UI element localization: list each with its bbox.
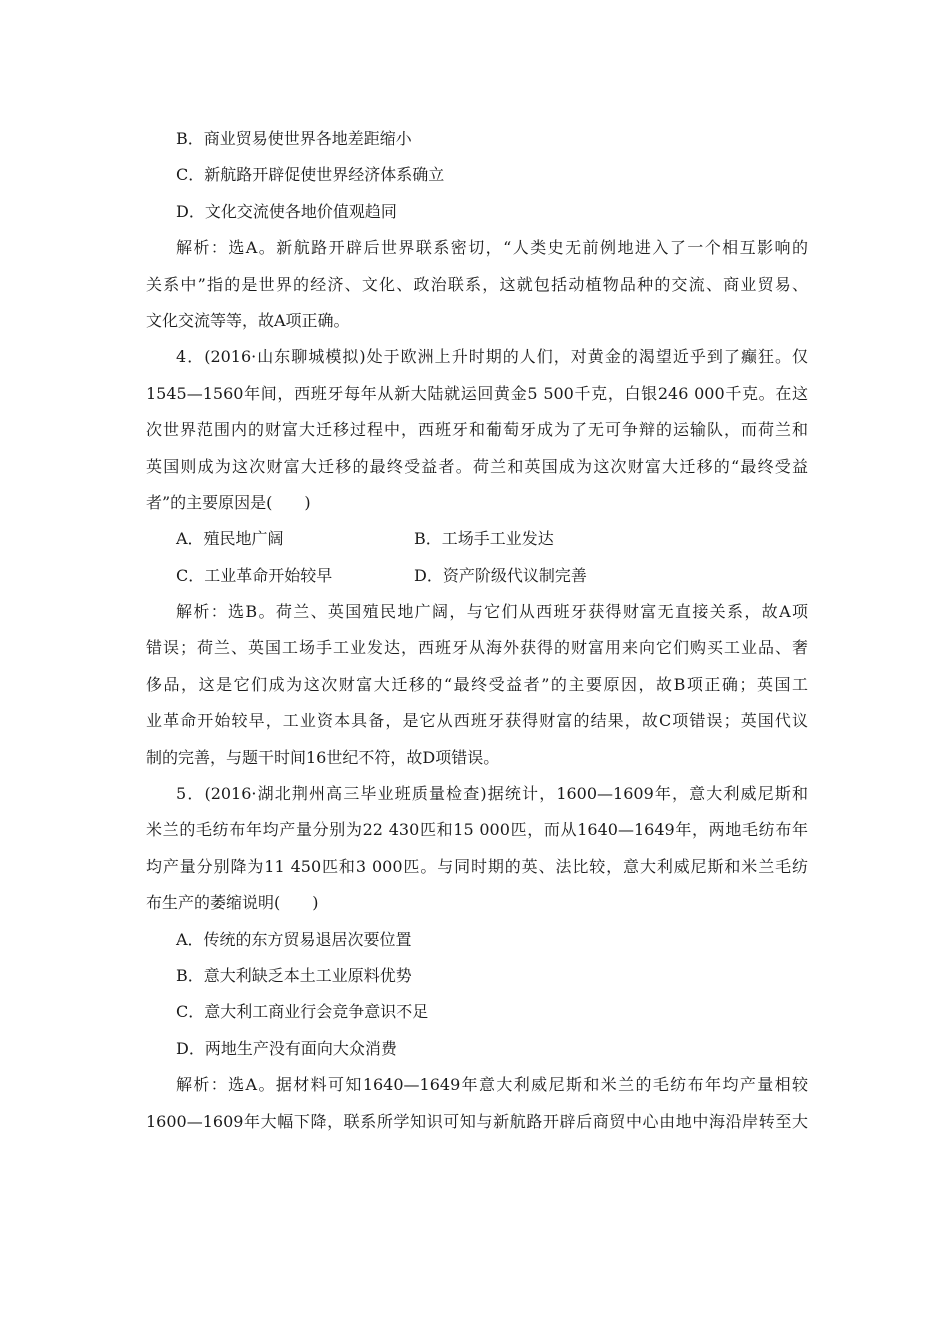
q4-option-d: D．资产阶级代议制完善 [414, 565, 587, 585]
q5-option-c: C．意大利工商业行会竞争意识不足 [176, 1002, 429, 1022]
q3-option-d: D．文化交流使各地价值观趋同 [176, 201, 397, 221]
q4-analysis-line: 制的完善，与题干时间16世纪不符，故D项错误。 [146, 747, 500, 767]
q5-analysis-line: 1600—1609年大幅下降，联系所学知识可知与新航路开辟后商贸中心由地中海沿岸转至大 [146, 1111, 808, 1131]
q4-analysis-line: 错误；荷兰、英国工场手工业发达，西班牙从海外获得的财富用来向它们购买工业品、奢 [146, 638, 808, 658]
q5-option-a: A．传统的东方贸易退居次要位置 [176, 929, 412, 949]
q5-option-d: D．两地生产没有面向大众消费 [176, 1038, 397, 1058]
q5-stem-line: 5．(2016·湖北荆州高三毕业班质量检查)据统计，1600—1609年，意大利威尼斯和 [176, 784, 808, 804]
q4-option-a: A．殖民地广阔 [176, 529, 284, 549]
q4-stem-line: 1545—1560年间，西班牙每年从新大陆就运回黄金5 500千克，白银246 000千克。在这 [146, 383, 808, 403]
document-body [146, 121, 808, 1140]
q4-stem-line: 次世界范围内的财富大迁移过程中，西班牙和葡萄牙成为了无可争辩的运输队，而荷兰和 [146, 420, 808, 440]
q4-analysis-line: 侈品，这是它们成为这次财富大迁移的“最终受益者”的主要原因，故B项正确；英国工 [146, 674, 808, 694]
q4-options-row [146, 521, 808, 557]
q5-stem-line: 米兰的毛纺布年均产量分别为22 430匹和15 000匹，而从1640—1649年，两地毛纺布年 [146, 820, 808, 840]
q3-option-c: C．新航路开辟促使世界经济体系确立 [176, 165, 445, 185]
q4-analysis-line: 解析：选B。荷兰、英国殖民地广阔，与它们从西班牙获得财富无直接关系，故A项 [176, 602, 808, 622]
q4-stem-line: 者”的主要原因是( ) [146, 492, 311, 512]
q3-analysis-line: 解析：选A。新航路开辟后世界联系密切，“人类史无前例地进入了一个相互影响的 [176, 238, 808, 258]
q4-option-b: B．工场手工业发达 [414, 529, 554, 549]
q4-stem-line: 4．(2016·山东聊城模拟)处于欧洲上升时期的人们，对黄金的渴望近乎到了癫狂。仅 [176, 347, 808, 367]
q4-stem-line: 英国则成为这次财富大迁移的最终受益者。荷兰和英国成为这次财富大迁移的“最终受益 [146, 456, 808, 476]
q5-option-b: B．意大利缺乏本土工业原料优势 [176, 965, 412, 985]
q3-analysis-line: 关系中”指的是世界的经济、文化、政治联系，这就包括动植物品种的交流、商业贸易、 [146, 274, 808, 294]
q4-analysis-line: 业革命开始较早，工业资本具备，是它从西班牙获得财富的结果，故C项错误；英国代议 [146, 711, 808, 731]
q3-analysis-line: 文化交流等等，故A项正确。 [146, 310, 350, 330]
q5-stem-line: 布生产的萎缩说明( ) [146, 893, 319, 913]
q4-options-row [146, 558, 808, 594]
q5-stem-line: 均产量分别降为11 450匹和3 000匹。与同时期的英、法比较，意大利威尼斯和米兰毛纺 [146, 856, 808, 876]
q3-option-b: B．商业贸易使世界各地差距缩小 [176, 129, 412, 148]
q4-option-c: C．工业革命开始较早 [176, 565, 333, 585]
q5-analysis-line: 解析：选A。据材料可知1640—1649年意大利威尼斯和米兰的毛纺布年均产量相较 [176, 1075, 808, 1095]
